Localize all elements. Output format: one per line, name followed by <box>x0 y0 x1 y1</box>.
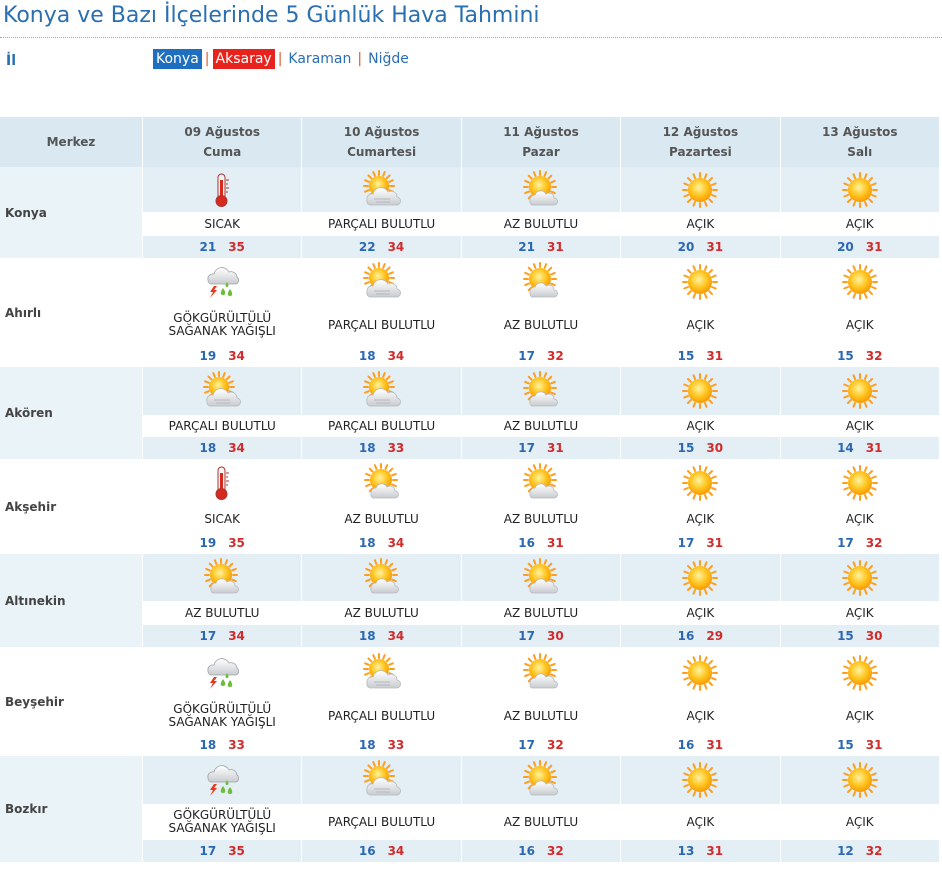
forecast-cell <box>143 167 302 258</box>
max-temp: 32 <box>546 844 564 858</box>
weather-description: PARÇALI BULUTLU <box>302 212 460 236</box>
min-temp: 17 <box>677 536 695 550</box>
forecast-cell <box>143 459 302 554</box>
max-temp: 34 <box>228 441 245 455</box>
max-temp: 34 <box>387 349 405 363</box>
max-temp: 31 <box>706 240 724 254</box>
temperature-range <box>781 437 939 459</box>
temperature-range <box>302 532 460 554</box>
weather-description: AÇIK <box>621 212 779 236</box>
forecast-cell <box>461 647 620 756</box>
min-temp: 18 <box>358 629 376 643</box>
min-temp: 17 <box>518 738 535 752</box>
temperature-range <box>462 532 620 554</box>
temperature-range <box>621 532 779 554</box>
sun-icon <box>781 258 939 305</box>
weather-description: AÇIK <box>621 601 779 625</box>
sun-icon <box>621 258 779 305</box>
forecast-cell <box>302 258 461 367</box>
forecast-cell <box>780 367 939 459</box>
temperature-range <box>462 437 620 459</box>
temperature-range <box>143 236 301 258</box>
min-temp: 12 <box>837 844 854 858</box>
sun-icon <box>781 367 939 415</box>
forecast-cell <box>780 647 939 756</box>
weather-description: AZ BULUTLU <box>143 601 301 625</box>
separator: | <box>204 51 210 67</box>
temperature-range <box>781 236 939 258</box>
min-temp: 14 <box>837 441 854 455</box>
weather-description: AZ BULUTLU <box>302 601 460 625</box>
city-name: Akören <box>0 367 143 459</box>
weather-description: AÇIK <box>781 698 939 734</box>
max-temp: 31 <box>546 536 564 550</box>
temperature-range <box>621 437 779 459</box>
forecast-cell <box>621 647 780 756</box>
forecast-cell <box>461 167 620 258</box>
min-temp: 17 <box>518 349 535 363</box>
mostly-sunny-icon <box>462 756 620 804</box>
table-row <box>0 756 940 862</box>
weather-description: AÇIK <box>621 415 779 437</box>
min-temp: 21 <box>199 240 217 254</box>
province-selector <box>153 49 412 69</box>
temperature-range <box>781 532 939 554</box>
max-temp: 31 <box>706 349 724 363</box>
temperature-range <box>621 625 779 647</box>
forecast-cell <box>302 756 461 862</box>
temperature-range <box>302 734 460 756</box>
forecast-cell <box>143 367 302 459</box>
temperature-range <box>302 345 460 367</box>
city-name: Konya <box>0 167 143 258</box>
temperature-range <box>462 625 620 647</box>
min-temp: 15 <box>837 738 854 752</box>
mostly-sunny-icon <box>462 459 620 506</box>
header-weekday: Pazar <box>522 145 560 159</box>
forecast-cell <box>621 756 780 862</box>
sun-icon <box>781 459 939 506</box>
max-temp: 34 <box>387 536 405 550</box>
mostly-sunny-icon <box>143 554 301 601</box>
weather-description: AZ BULUTLU <box>462 415 620 437</box>
max-temp: 30 <box>706 441 724 455</box>
weather-description: PARÇALI BULUTLU <box>302 415 460 437</box>
temperature-range <box>302 625 460 647</box>
mostly-sunny-icon <box>302 554 460 601</box>
city-name: Beyşehir <box>0 647 143 756</box>
forecast-table <box>0 117 940 862</box>
max-temp: 34 <box>387 629 405 643</box>
page-title: Konya ve Bazı İlçelerinde 5 Günlük Hava Tahmini <box>3 3 540 28</box>
min-temp: 22 <box>358 240 376 254</box>
temperature-range <box>143 625 301 647</box>
max-temp: 31 <box>865 738 883 752</box>
min-temp: 18 <box>199 441 217 455</box>
partly-cloudy-icon <box>302 258 460 305</box>
min-temp: 17 <box>199 844 217 858</box>
separator: | <box>277 51 283 67</box>
weather-description: AZ BULUTLU <box>462 804 620 840</box>
forecast-cell <box>621 258 780 367</box>
header-weekday: Cuma <box>203 145 242 159</box>
max-temp: 31 <box>865 240 883 254</box>
temperature-range <box>462 345 620 367</box>
min-temp: 21 <box>518 240 535 254</box>
forecast-cell <box>302 554 461 647</box>
forecast-cell <box>780 258 939 367</box>
sun-icon <box>781 647 939 698</box>
sun-icon <box>621 167 779 212</box>
sun-icon <box>781 554 939 601</box>
max-temp: 33 <box>228 738 245 752</box>
min-temp: 16 <box>358 844 376 858</box>
temperature-range <box>302 437 460 459</box>
temperature-range <box>143 532 301 554</box>
header-date: 13 Ağustos <box>822 125 898 139</box>
weather-description: AZ BULUTLU <box>462 506 620 532</box>
table-row <box>0 647 940 756</box>
temperature-range <box>143 345 301 367</box>
forecast-cell <box>621 554 780 647</box>
weather-description: GÖKGÜRÜLTÜLÜ SAĞANAK YAĞIŞLI <box>143 804 301 840</box>
weather-description: AZ BULUTLU <box>462 305 620 345</box>
mostly-sunny-icon <box>462 554 620 601</box>
max-temp: 34 <box>228 349 245 363</box>
forecast-cell <box>780 459 939 554</box>
partly-cloudy-icon <box>302 647 460 698</box>
max-temp: 35 <box>228 536 245 550</box>
temperature-range <box>143 840 301 862</box>
max-temp: 31 <box>546 240 564 254</box>
max-temp: 31 <box>865 441 883 455</box>
thunderstorm-icon <box>143 647 301 698</box>
header-day <box>302 117 461 167</box>
temperature-range <box>143 734 301 756</box>
min-temp: 19 <box>199 349 217 363</box>
weather-description: AÇIK <box>781 415 939 437</box>
temperature-range <box>462 840 620 862</box>
weather-description: AZ BULUTLU <box>302 506 460 532</box>
forecast-cell <box>461 756 620 862</box>
partly-cloudy-icon <box>302 367 460 415</box>
header-merkez: Merkez <box>0 117 143 167</box>
mostly-sunny-icon <box>462 258 620 305</box>
page-header <box>0 0 942 38</box>
weather-description: AZ BULUTLU <box>462 698 620 734</box>
weather-description: AÇIK <box>621 506 779 532</box>
temperature-range <box>462 734 620 756</box>
min-temp: 17 <box>518 629 535 643</box>
max-temp: 32 <box>865 844 883 858</box>
max-temp: 33 <box>387 441 405 455</box>
min-temp: 20 <box>837 240 854 254</box>
mostly-sunny-icon <box>462 647 620 698</box>
temperature-range <box>302 840 460 862</box>
max-temp: 34 <box>228 629 245 643</box>
min-temp: 15 <box>677 441 695 455</box>
weather-description: AÇIK <box>781 212 939 236</box>
forecast-cell <box>461 459 620 554</box>
separator: | <box>357 51 363 67</box>
table-row <box>0 258 940 367</box>
max-temp: 32 <box>546 738 564 752</box>
table-row <box>0 167 940 258</box>
header-date: 09 Ağustos <box>184 125 260 139</box>
mostly-sunny-icon <box>462 167 620 212</box>
forecast-cell <box>780 167 939 258</box>
forecast-cell <box>621 367 780 459</box>
city-name: Ahırlı <box>0 258 143 367</box>
min-temp: 18 <box>358 738 376 752</box>
min-temp: 15 <box>677 349 695 363</box>
weather-description: AÇIK <box>781 506 939 532</box>
max-temp: 32 <box>546 349 564 363</box>
min-temp: 13 <box>677 844 695 858</box>
max-temp: 31 <box>706 738 724 752</box>
sun-icon <box>621 647 779 698</box>
temperature-range <box>143 437 301 459</box>
weather-description: AÇIK <box>621 305 779 345</box>
temperature-range <box>781 345 939 367</box>
header-day <box>143 117 302 167</box>
province-link-karaman[interactable]: Karaman <box>288 51 352 67</box>
forecast-cell <box>143 756 302 862</box>
city-name: Bozkır <box>0 756 143 862</box>
sun-icon <box>621 554 779 601</box>
min-temp: 17 <box>518 441 535 455</box>
max-temp: 34 <box>387 844 405 858</box>
min-temp: 17 <box>837 536 854 550</box>
forecast-cell <box>302 167 461 258</box>
sun-icon <box>781 167 939 212</box>
header-weekday: Salı <box>847 145 873 159</box>
min-temp: 16 <box>677 738 695 752</box>
temperature-range <box>781 840 939 862</box>
table-row <box>0 554 940 647</box>
thunderstorm-icon <box>143 258 301 305</box>
max-temp: 30 <box>546 629 564 643</box>
weather-description: AÇIK <box>781 804 939 840</box>
temperature-range <box>621 345 779 367</box>
weather-description: AÇIK <box>781 601 939 625</box>
weather-description: PARÇALI BULUTLU <box>302 804 460 840</box>
max-temp: 33 <box>387 738 405 752</box>
weather-description: AÇIK <box>781 305 939 345</box>
city-name: Altınekin <box>0 554 143 647</box>
weather-description: AÇIK <box>621 698 779 734</box>
temperature-range <box>621 734 779 756</box>
weather-description: PARÇALI BULUTLU <box>143 415 301 437</box>
thunderstorm-icon <box>143 756 301 804</box>
sun-icon <box>621 459 779 506</box>
forecast-cell <box>780 554 939 647</box>
min-temp: 18 <box>358 536 376 550</box>
forecast-cell <box>143 258 302 367</box>
min-temp: 18 <box>358 441 376 455</box>
max-temp: 35 <box>228 240 245 254</box>
forecast-cell <box>143 554 302 647</box>
city-name: Akşehir <box>0 459 143 554</box>
header-date: 11 Ağustos <box>503 125 579 139</box>
mostly-sunny-icon <box>302 459 460 506</box>
mostly-sunny-icon <box>462 367 620 415</box>
thermometer-icon <box>143 459 301 506</box>
min-temp: 18 <box>199 738 217 752</box>
partly-cloudy-icon <box>143 367 301 415</box>
table-row <box>0 367 940 459</box>
max-temp: 35 <box>228 844 245 858</box>
partly-cloudy-icon <box>302 167 460 212</box>
forecast-cell <box>302 647 461 756</box>
temperature-range <box>621 236 779 258</box>
temperature-range <box>302 236 460 258</box>
min-temp: 17 <box>199 629 217 643</box>
max-temp: 31 <box>706 536 724 550</box>
max-temp: 31 <box>706 844 724 858</box>
forecast-cell <box>621 459 780 554</box>
sun-icon <box>621 367 779 415</box>
temperature-range <box>462 236 620 258</box>
partly-cloudy-icon <box>302 756 460 804</box>
sun-icon <box>621 756 779 804</box>
weather-description: GÖKGÜRÜLTÜLÜ SAĞANAK YAĞIŞLI <box>143 698 301 734</box>
weather-description: SICAK <box>143 212 301 236</box>
header-day <box>621 117 780 167</box>
min-temp: 15 <box>837 349 854 363</box>
max-temp: 32 <box>865 536 883 550</box>
forecast-cell <box>461 258 620 367</box>
forecast-cell <box>461 554 620 647</box>
min-temp: 16 <box>677 629 695 643</box>
table-row <box>0 459 940 554</box>
max-temp: 34 <box>387 240 405 254</box>
il-label: İl <box>6 53 17 69</box>
max-temp: 31 <box>546 441 564 455</box>
max-temp: 32 <box>865 349 883 363</box>
header-date: 10 Ağustos <box>343 125 420 139</box>
forecast-cell <box>780 756 939 862</box>
weather-description: SICAK <box>143 506 301 532</box>
min-temp: 15 <box>837 629 854 643</box>
weather-description: AÇIK <box>621 804 779 840</box>
min-temp: 16 <box>518 844 535 858</box>
header-date: 12 Ağustos <box>662 125 739 139</box>
forecast-cell <box>621 167 780 258</box>
province-link-nigde[interactable]: Niğde <box>368 51 409 67</box>
min-temp: 19 <box>199 536 217 550</box>
header-day <box>461 117 620 167</box>
table-header-row <box>0 117 940 167</box>
temperature-range <box>781 625 939 647</box>
header-weekday: Cumartesi <box>347 145 417 159</box>
min-temp: 18 <box>358 349 376 363</box>
weather-description: AZ BULUTLU <box>462 212 620 236</box>
max-temp: 29 <box>706 629 724 643</box>
province-link-aksaray[interactable]: Aksaray <box>213 49 275 69</box>
weather-description: GÖKGÜRÜLTÜLÜ SAĞANAK YAĞIŞLI <box>143 305 301 345</box>
weather-description: PARÇALI BULUTLU <box>302 698 460 734</box>
forecast-cell <box>461 367 620 459</box>
max-temp: 30 <box>865 629 883 643</box>
temperature-range <box>781 734 939 756</box>
header-day <box>780 117 939 167</box>
forecast-cell <box>143 647 302 756</box>
weather-description: AZ BULUTLU <box>462 601 620 625</box>
weather-description: PARÇALI BULUTLU <box>302 305 460 345</box>
forecast-cell <box>302 367 461 459</box>
province-link-konya[interactable]: Konya <box>153 49 202 69</box>
temperature-range <box>621 840 779 862</box>
thermometer-icon <box>143 167 301 212</box>
header-weekday: Pazartesi <box>669 145 732 159</box>
sun-icon <box>781 756 939 804</box>
min-temp: 16 <box>518 536 535 550</box>
min-temp: 20 <box>677 240 695 254</box>
forecast-cell <box>302 459 461 554</box>
